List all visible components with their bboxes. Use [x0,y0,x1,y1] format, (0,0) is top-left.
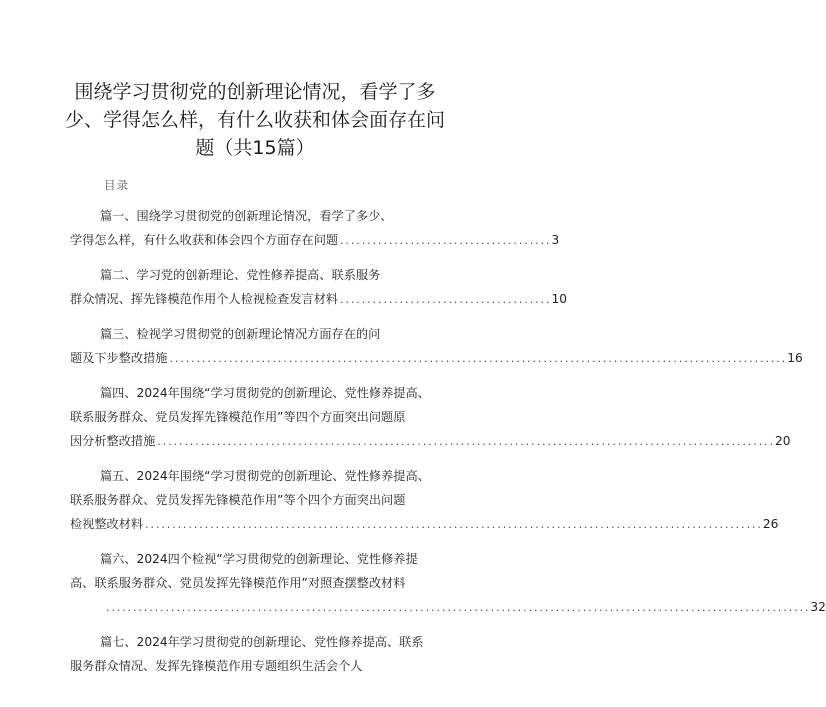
toc-entry-text: 篇六、2024四个检视“学习贯彻党的创新理论、党性修养提 [100,552,418,566]
dot-leader: ....................................... [339,296,551,306]
dot-leader: .................................................................................................................................. [105,604,810,614]
toc-entry-text: 篇一、围绕学习贯彻党的创新理论情况，看学了多少、 [100,209,393,223]
toc-entry[interactable] [70,322,803,372]
dot-leader: ....................................... [339,237,551,247]
table-of-contents [70,204,826,687]
toc-entry-text: 篇七、2024年学习贯彻党的创新理论、党性修养提高、联系 [100,635,424,649]
toc-entry[interactable] [70,381,791,455]
title-line: 题（共15篇） [195,137,315,159]
toc-entry-text: 服务群众情况、发挥先锋模范作用专题组织生活会个人 [70,659,363,673]
toc-page-number: 20 [775,434,791,448]
toc-entry[interactable] [70,464,779,538]
toc-page-number: 32 [810,600,826,614]
dot-leader: .................................................................................................................. [144,521,762,531]
toc-entry-text: 题及下步整改措施 [70,351,168,365]
toc-entry[interactable] [70,630,440,678]
toc-page-number: 26 [762,517,779,531]
title-line: 少、学得怎么样，有什么收获和体会面存在问 [64,109,445,131]
toc-page-number: 16 [787,351,803,365]
toc-entry-text: 篇三、检视学习贯彻党的创新理论情况方面存在的问 [100,327,381,341]
toc-page-number: 10 [551,292,567,306]
toc-entry-text: 联系服务群众、党员发挥先锋模范作用”等四个方面突出问题原 [70,410,406,424]
toc-entry-text: 学得怎么样，有什么收获和体会四个方面存在问题 [70,233,339,247]
dot-leader: .................................................................................................................. [156,438,775,448]
toc-entry[interactable] [70,263,567,313]
toc-entry-text: 联系服务群众、党员发挥先锋模范作用”等个四个方面突出问题 [70,493,406,507]
toc-entry-text: 篇四、2024年围绕“学习贯彻党的创新理论、党性修养提高、 [100,386,430,400]
toc-entry-text: 检视整改材料 [70,517,144,531]
toc-entry-text: 群众情况、挥先锋模范作用个人检视检查发言材料 [70,292,339,306]
toc-entry-text: 因分析整改措施 [70,434,156,448]
toc-heading: 目录 [104,178,129,192]
document-title [60,78,450,162]
toc-entry-text: 高、联系服务群众、党员发挥先锋模范作用”对照查摆整改材料 [70,576,406,590]
toc-entry-text: 篇五、2024年围绕“学习贯彻党的创新理论、党性修养提高、 [100,469,430,483]
title-line: 围绕学习贯彻党的创新理论情况，看学了多 [74,81,436,103]
toc-page-number: 3 [551,233,560,247]
toc-entry[interactable] [70,204,560,254]
toc-entry-text: 篇二、学习党的创新理论、党性修养提高、联系服务 [100,268,381,282]
toc-entry[interactable] [70,547,826,621]
dot-leader: .................................................................................................................. [168,355,787,365]
